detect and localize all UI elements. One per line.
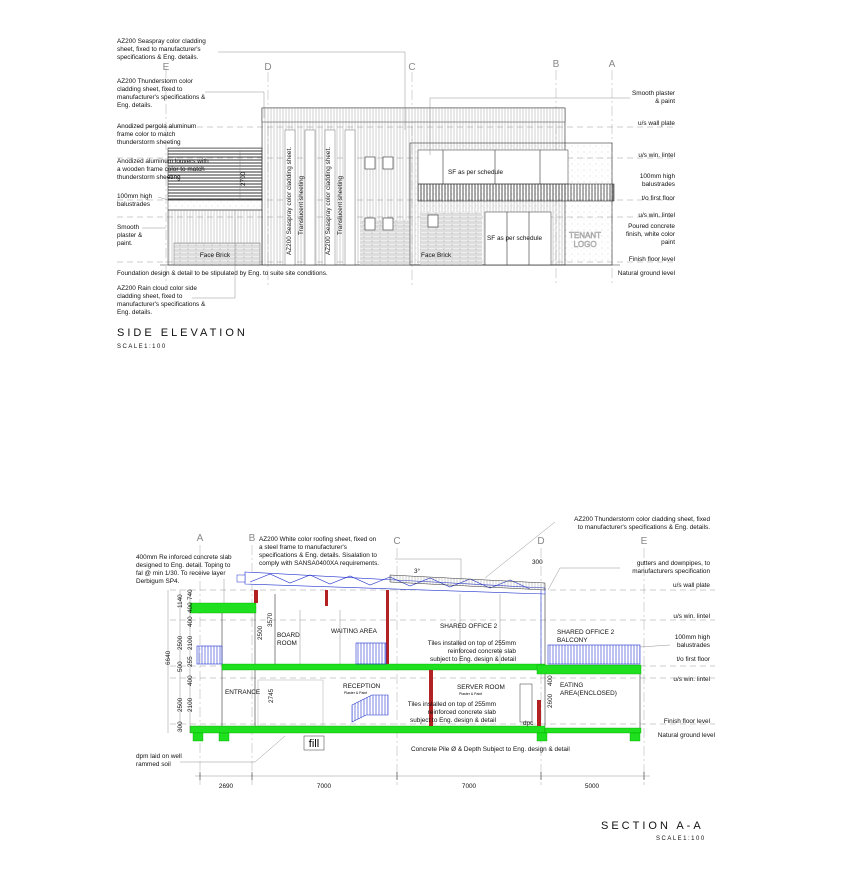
footings	[193, 733, 640, 741]
grid-label-d: D	[537, 536, 545, 547]
sf-schedule-lower: SF as per schedule	[487, 235, 543, 242]
side-elevation-left-notes-1-1-text: cladding sheet, fixed to	[117, 86, 183, 93]
overhang-dimension: 300	[532, 559, 543, 566]
section-aa-notes-slab-0-text: 400mm Re inforced concrete slab	[136, 554, 232, 561]
side-elevation-left-notes-1-0-text: AZ200 Thunderstorm color	[117, 78, 193, 85]
section-aa-rooms-reception-sub-text: Plaster & Paint	[344, 691, 368, 695]
side-elevation-right-labels-6-2-text: paint	[661, 239, 675, 246]
side-elevation-tenant-logo-0-text: TENANT	[569, 231, 601, 240]
side-elevation-left-notes-5-0-text: Smooth	[117, 224, 140, 231]
section-aa-notes-dpm-1-text: rammed soil	[136, 761, 171, 768]
grid-label-c: C	[393, 536, 401, 547]
section-aa-bottom-dims-3-text: 5000	[584, 783, 600, 790]
section-aa-vertical-dims-10-text: 2100	[187, 697, 194, 712]
section-aa-rooms-shared-text: SHARED OFFICE 2	[440, 623, 498, 630]
section-aa-notes-tiles-lower-2-text: subject to Eng. design & detail	[410, 717, 496, 724]
section-scale: SCALE1:100	[656, 836, 706, 842]
side-elevation-left-notes-5-2-text: paint.	[117, 240, 133, 247]
eating-area-slab	[545, 728, 641, 733]
tenant-logo	[569, 231, 601, 249]
section-aa-rooms-board-0-text: BOARD	[277, 632, 300, 639]
section-aa-notes-slab-3-text: Derbigum SP4.	[136, 578, 180, 585]
dimension-2700: 2700	[240, 171, 247, 186]
side-elevation-left-notes-1-2-text: manufacturer's specifications &	[117, 94, 206, 101]
section-aa-notes-cladding-0-text: AZ200 Thunderstorm color cladding sheet, fixed	[574, 516, 710, 523]
section-aa-bottom-dims-0-text: 2690	[218, 783, 234, 790]
ground-floor-slab	[190, 726, 545, 733]
section-aa-notes-roof-3-text: comply with SANSA0400XA requirements.	[259, 560, 380, 567]
section-aa-rooms-server-sub-text: Plaster & Paint	[459, 692, 483, 696]
fill-label: fill	[308, 738, 320, 750]
vertical-label-translucent-2: Translucent sheeting	[337, 175, 344, 235]
sf-schedule-upper: SF as per schedule	[448, 169, 504, 176]
pile-note: Concrete Pile Ø & Depth Subject to Eng. design & detail	[411, 746, 570, 753]
grid-label-b: B	[552, 59, 560, 70]
dpc-label: dpc	[523, 720, 534, 727]
side-elevation-tenant-logo-1-text: LOGO	[573, 240, 597, 249]
section-aa-right-labels-4-text: t/o first floor	[676, 656, 710, 663]
section-aa-vertical-dims-12-text: 300	[177, 721, 184, 732]
section-aa-notes-roof-2-text: specifications & Eng. details. Sisalation to	[259, 552, 377, 559]
section-aa-notes-tiles-upper-2-text: subject to Eng. design & detail	[430, 656, 516, 663]
side-elevation-left-notes-1-3-text: Eng. details.	[117, 102, 153, 109]
side-elevation-bottom-note-3-text: Eng. details.	[117, 309, 153, 316]
section-aa-notes-slab-1-text: designed to Eng. detail. Toping to	[136, 562, 231, 569]
section-aa-notes-dpm-0-text: dpm laid on well	[136, 753, 182, 760]
section-aa-right-labels-5-text: u/s win. lintel	[673, 676, 710, 683]
section-aa-rooms-board-1-text: ROOM	[277, 640, 297, 647]
grid-label-b: B	[248, 533, 256, 544]
side-elevation-left-notes-3-0-text: Anodized aluminum louvers with	[117, 158, 209, 165]
section-aa-inner-dims-4-text: 2600	[547, 693, 554, 708]
section-aa-rooms-reception-text: RECEPTION	[343, 683, 381, 690]
section-aa-vertical-dims-6-text: 255	[187, 656, 194, 667]
section-aa-right-labels-1-text: u/s win. lintel	[673, 613, 710, 620]
grid-label-e: E	[640, 536, 648, 547]
section-aa-inner-dims-2-text: 2745	[268, 688, 275, 703]
section-aa-vertical-dims-2-text: 400	[187, 602, 194, 613]
section-aa-rooms-balcony-1-text: BALCONY	[557, 637, 588, 644]
section-aa-vertical-dims-0-text: 740	[187, 589, 194, 600]
section-aa-notes-tiles-upper-1-text: reinforced concrete slab	[447, 648, 516, 655]
side-elevation-right-labels-1-0-text: u/s wall plate	[638, 120, 675, 127]
section-aa-notes-tiles-lower-1-text: reinforced concrete slab	[427, 709, 496, 716]
section-aa-rooms-waiting-text: WAITING AREA	[331, 628, 377, 635]
section-aa-rooms-eating-0-text: EATING	[560, 682, 584, 689]
gutter-left	[237, 575, 245, 582]
side-elevation-right-labels-5-0-text: u/s win. lintel	[638, 212, 675, 219]
section-aa-vertical-dims-9-text: 400	[187, 675, 194, 686]
section-right-labels	[640, 582, 715, 739]
section-aa-rooms-server-text: SERVER ROOM	[457, 684, 505, 691]
side-elevation-right-labels-4-0-text: t/o first floor	[641, 195, 675, 202]
side-elevation-scale: SCALE1:100	[117, 344, 167, 350]
side-elevation-bottom-note-2-text: manufacturer's specifications &	[117, 301, 206, 308]
section-aa-rooms-entrance-text: ENTRANCE	[225, 689, 261, 696]
side-elevation-left-notes-4-0-text: 100mm high	[117, 193, 153, 200]
side-elevation-left-notes-3-1-text: a wooden frame color to match	[117, 166, 205, 173]
section-aa-vertical-dims-8-text: 6640	[165, 650, 172, 665]
side-elevation-left-notes-5-1-text: plaster &	[117, 232, 143, 239]
section-aa-rooms-balcony-0-text: SHARED OFFICE 2	[557, 629, 615, 636]
section-title: SECTION A-A	[601, 820, 704, 832]
upper-shopfront	[418, 150, 568, 184]
section-aa-notes-gutters-1-text: manufacturers specification	[632, 568, 710, 575]
side-elevation-title: SIDE ELEVATION	[117, 327, 248, 339]
section-aa-vertical-dims-3-text: 400	[187, 616, 194, 627]
side-elevation-right-labels-6-0-text: Poured concrete	[628, 223, 675, 230]
side-elevation-left-notes-0-2-text: specifications & Eng. details.	[117, 54, 199, 61]
side-elevation-left-notes-4-1-text: balustrades	[117, 201, 151, 208]
section-aa-inner-dims-3-text: 400	[547, 675, 554, 686]
section-aa-bottom-dims-1-text: 7000	[316, 783, 332, 790]
vertical-label-seaspray-2: AZ200 Seaspray color cladding sheet.	[325, 147, 332, 255]
section-aa-right-labels-0-text: u/s wall plate	[673, 582, 710, 589]
section-aa-right-labels-2-text: 100mm high	[674, 634, 710, 641]
side-elevation-left-notes-3-2-text: thunderstorm sheeting	[117, 174, 181, 181]
server-room-door	[520, 684, 532, 722]
first-floor-slab-edge	[168, 200, 262, 210]
side-elevation-right-labels-0-0-text: Smooth plaster	[632, 90, 675, 97]
section-aa-notes-roof-0-text: AZ200 White color roofing sheet, fixed on	[259, 536, 377, 543]
section-aa-vertical-dims-11-text: 2500	[177, 697, 184, 712]
aluminum-louvers	[168, 148, 262, 200]
side-elevation-bottom-note-1-text: cladding sheet, fixed to	[117, 293, 183, 300]
grid-label-a: A	[608, 59, 616, 70]
side-elevation-bottom-note-0-text: AZ200 Rain cloud color side	[117, 285, 197, 292]
grid-label-d: D	[264, 62, 272, 73]
grid-label-e: E	[162, 62, 170, 73]
side-elevation-left-notes-2-2-text: thunderstorm sheeting	[117, 139, 181, 146]
section-aa-right-labels-7-text: Natural ground level	[657, 732, 715, 739]
section-a-a	[136, 516, 715, 842]
section-aa-rooms-eating-1-text: AREA(ENCLOSED)	[560, 690, 617, 697]
vertical-label-translucent-1: Translucent sheeting	[298, 175, 305, 235]
section-aa-vertical-dims-1-text: 1140	[177, 594, 184, 608]
section-aa-right-labels-3-text: balustrades	[676, 642, 710, 649]
grid-label-c: C	[408, 62, 416, 73]
balcony-slab	[537, 665, 641, 674]
section-aa-inner-dims-1-text: 2500	[257, 625, 264, 640]
reception-desk-stair	[352, 695, 388, 722]
section-aa-notes-tiles-upper-0-text: Tiles installed on top of 255mm	[427, 640, 516, 647]
roof-slab-400mm	[190, 603, 256, 613]
face-brick-label-left: Face Brick	[199, 252, 231, 259]
side-elevation-right-labels-3-0-text: 100mm high	[639, 173, 675, 180]
section-aa-right-labels-6-text: Finish floor level	[663, 718, 710, 725]
first-floor-slab	[222, 664, 545, 670]
section-aa-vertical-dims-5-text: 2500	[177, 635, 184, 650]
bottom-dimensions	[195, 772, 650, 790]
side-elevation-right-labels-0-1-text: & paint	[655, 98, 675, 105]
section-aa-notes-tiles-lower-0-text: Tiles installed on top of 255mm	[407, 701, 496, 708]
section-aa-bottom-dims-2-text: 7000	[461, 783, 477, 790]
side-elevation-right-labels-7-0-text: Finish floor level	[628, 256, 675, 263]
foundation-note: Foundation design & detail to be stipulated by Eng. to suite site conditions.	[117, 270, 328, 277]
side-elevation-right-labels-2-0-text: u/s win. lintel	[638, 152, 675, 159]
grid-label-a: A	[196, 533, 204, 544]
side-elevation-left-notes-2-1-text: frame color to match	[117, 131, 176, 138]
section-aa-notes-cladding-1-text: to manufacturer's specifications & Eng. details.	[577, 524, 710, 531]
side-elevation-left-notes-0-0-text: AZ200 Seaspray color cladding	[117, 38, 206, 45]
vertical-label-seaspray-1: AZ200 Seaspray color cladding sheet.	[286, 147, 293, 255]
section-aa-vertical-dims-7-text: 500	[177, 661, 184, 672]
face-brick-label-right: Face Brick	[421, 252, 452, 259]
roof-angle: 3°	[414, 568, 421, 575]
side-elevation-right-labels-6-1-text: finish, white color	[625, 231, 675, 238]
side-elevation	[117, 38, 676, 350]
side-elevation-right-labels-3-1-text: balustrades	[641, 181, 675, 188]
side-elevation-right-labels-8-0-text: Natural ground level	[617, 270, 675, 277]
section-aa-notes-gutters-0-text: gutters and downpipes, to	[636, 560, 710, 567]
side-elevation-left-notes-2-0-text: Anodized pergola aluminum	[117, 123, 197, 130]
section-aa-vertical-dims-4-text: 2100	[187, 635, 194, 650]
upper-balustrade	[418, 184, 614, 201]
side-elevation-left-notes-0-1-text: sheet, fixed to manufacturer's	[117, 46, 201, 53]
section-aa-notes-slab-2-text: fal @ min 1/30. To receive layer	[136, 570, 226, 577]
section-aa-notes-roof-1-text: a steel frame to manufacturer's	[259, 544, 347, 551]
section-aa-inner-dims-0-text: 3570	[267, 612, 274, 627]
